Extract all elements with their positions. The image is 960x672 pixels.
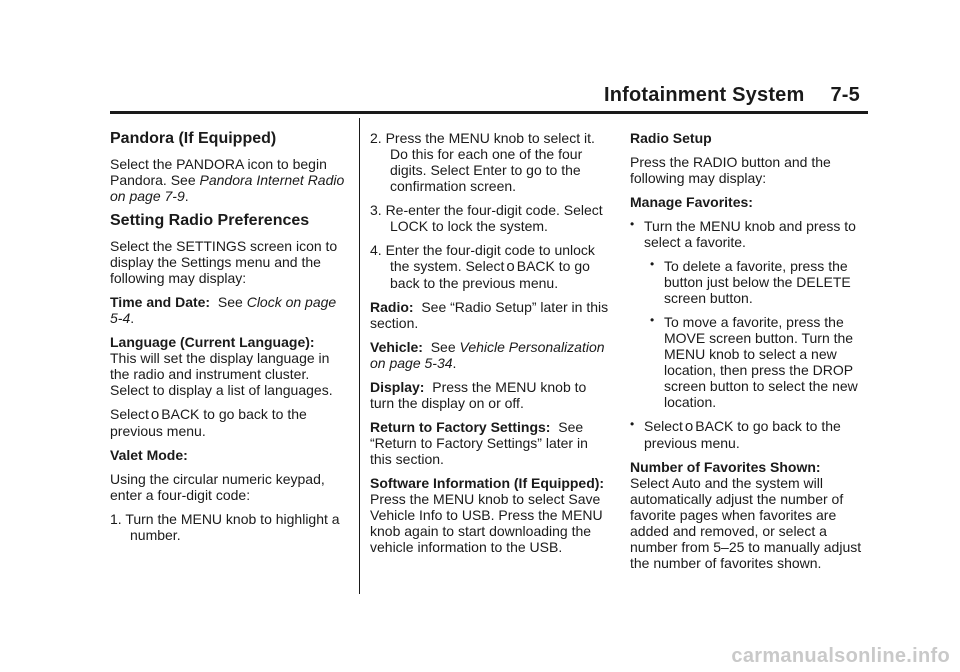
time-date-paragraph: Time and Date: See Clock on page 5-4.: [110, 294, 337, 326]
step-2: 2. Press the MENU knob to select it. Do this for each one of the four digits. Select Enter to go to the confirmation screen.: [370, 130, 595, 194]
heading-setting-radio-preferences: Setting Radio Preferences: [110, 212, 310, 229]
watermark: carmanualsonline.info: [731, 645, 950, 667]
header-rule: [110, 111, 868, 114]
bullet-icon: •: [630, 417, 635, 431]
valet-mode-label: Valet Mode:: [110, 447, 188, 463]
section-title: Infotainment System: [603, 84, 805, 106]
back-icon: o: [506, 258, 515, 275]
valet-paragraph: Using the circular numeric keypad, enter a four-digit code:: [110, 471, 325, 503]
column-2: [370, 130, 610, 563]
software-paragraph: Software Information (If Equipped): Press the MENU knob to select Save Vehicle Info to USB. Press the MENU knob again to start downloading the vehicle information to the USB.: [370, 475, 605, 555]
sub-bullet-item: • To delete a favorite, press the button just below the DELETE screen button.: [650, 257, 851, 306]
step-4: 4. Enter the four-digit code to unlock the system. Select o BACK to go back to the previous menu.: [370, 242, 595, 291]
pandora-link[interactable]: Pandora Internet Radio on page 7-9: [110, 172, 345, 204]
bullet-icon: •: [650, 257, 655, 271]
pandora-paragraph: Select the PANDORA icon to begin Pandora. See Pandora Internet Radio on page 7-9.: [110, 156, 345, 204]
factory-paragraph: Return to Factory Settings: See “Return to Factory Settings” later in this section.: [370, 419, 588, 467]
sub-bullet-item: • To move a favorite, press the MOVE screen button. Turn the MENU knob to select a new location, then press the DROP screen button to select the new location.: [650, 313, 858, 410]
page-header: [604, 84, 860, 107]
display-paragraph: Display: Press the MENU knob to turn the display on or off.: [370, 379, 587, 411]
bullet-icon: •: [630, 217, 635, 231]
step-3: 3. Re-enter the four-digit code. Select LOCK to lock the system.: [370, 202, 603, 234]
back-paragraph: Select o BACK to go back to the previous menu.: [110, 406, 307, 439]
column-divider: [359, 118, 360, 594]
back-icon: o: [684, 418, 694, 435]
language-paragraph: Language (Current Language): This will set the display language in the radio and instrument cluster. Select to display a list of languages.: [110, 334, 333, 398]
number-of-favorites-paragraph: Number of Favorites Shown: Select Auto and the system will automatically adjust the number of favorite pages when favorites are added and removed, or select a number from 5–25 to manually adjust the number of favorites shown.: [630, 459, 862, 571]
column-3: [630, 130, 870, 579]
bullet-item: • Turn the MENU knob and press to select a favorite.: [630, 217, 856, 250]
radio-paragraph: Radio: See “Radio Setup” later in this section.: [370, 299, 609, 331]
setting-paragraph: Select the SETTINGS screen icon to display the Settings menu and the following may display:: [110, 238, 338, 286]
page-number: 7-5: [830, 84, 860, 106]
step-1: 1. Turn the MENU knob to highlight a number.: [110, 511, 340, 543]
back-icon: o: [150, 406, 160, 423]
bullet-icon: •: [650, 313, 655, 327]
vehicle-personalization-link[interactable]: Vehicle Personalization on page 5-34: [370, 339, 605, 371]
column-1: [110, 130, 350, 551]
heading-pandora: Pandora (If Equipped): [110, 130, 277, 147]
manage-favorites-label: Manage Favorites:: [630, 194, 753, 210]
vehicle-paragraph: Vehicle: See Vehicle Personalization on page 5-34.: [370, 339, 605, 371]
bullet-item: • Select o BACK to go back to the previous menu.: [630, 417, 841, 451]
clock-link[interactable]: Clock on page 5-4: [110, 294, 337, 326]
radio-setup-heading: Radio Setup: [630, 130, 712, 146]
radio-setup-paragraph: Press the RADIO button and the following may display:: [630, 154, 831, 186]
